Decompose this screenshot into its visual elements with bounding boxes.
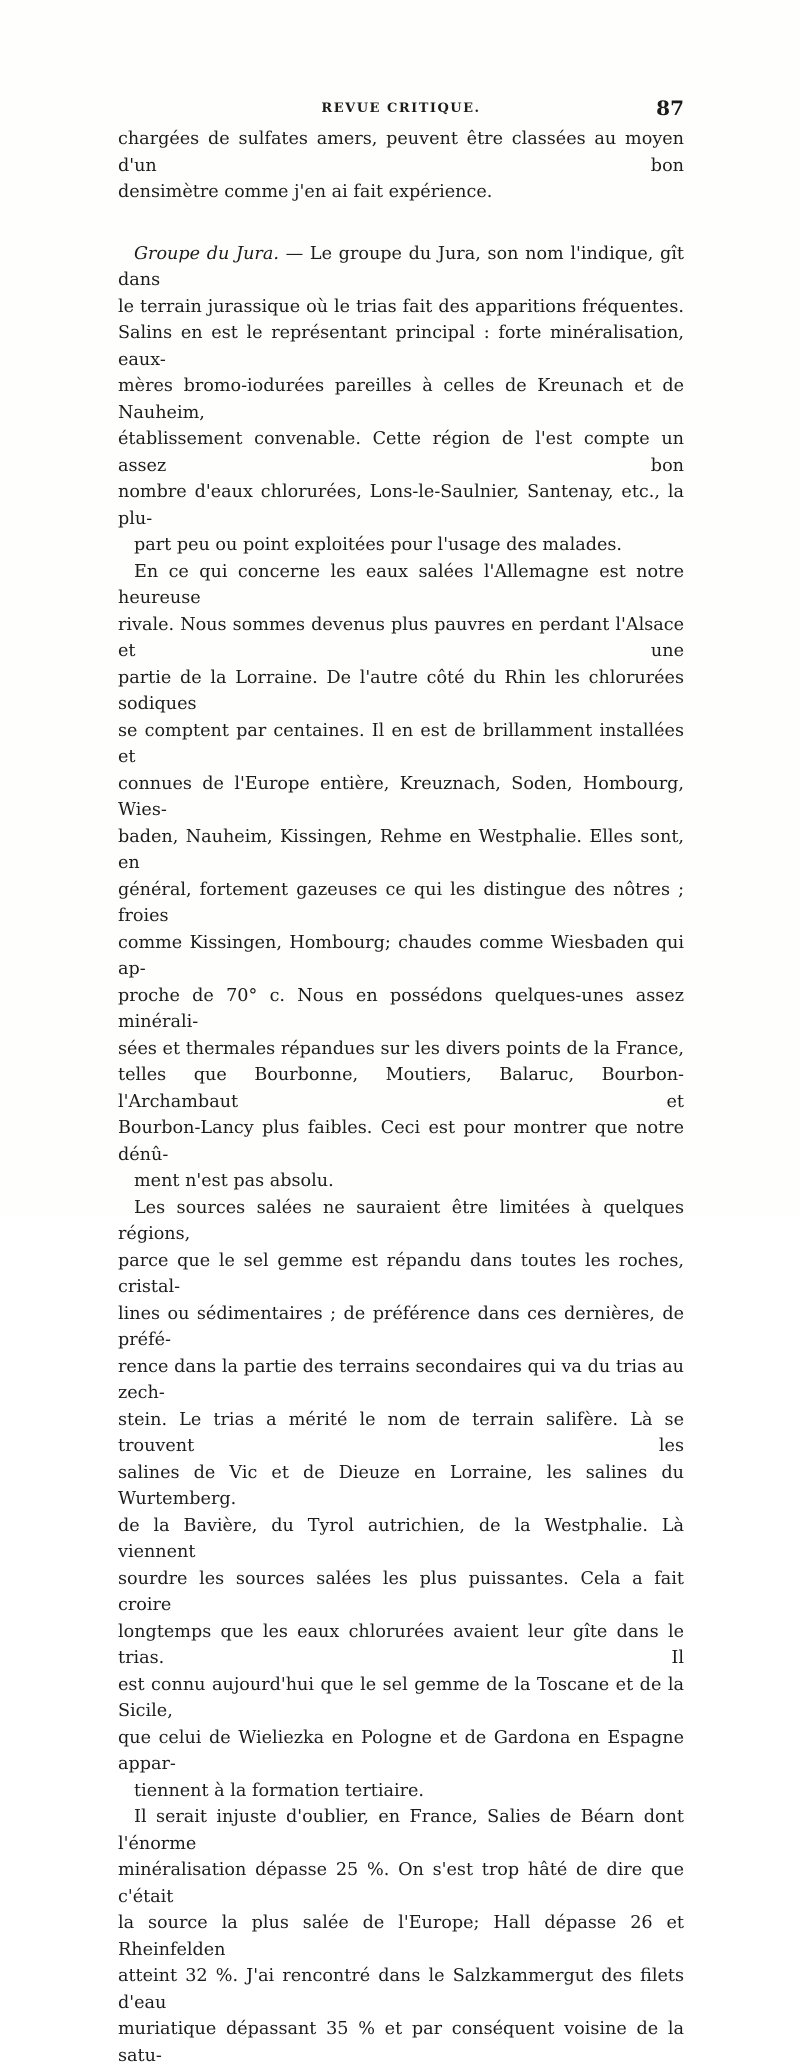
text-line: salines de Vic et de Dieuze en Lorraine, les salines du Wurtemberg. [118,1462,684,1509]
text-line: muriatique dépassant 35 % et par conséquent voisine de la satu- [118,2019,684,2066]
text-line: longtemps que les eaux chlorurées avaient leur gîte dans le trias. Il [118,1621,684,1668]
paragraph-sources-salees [118,1195,684,1805]
text-line: nombre d'eaux chlorurées, Lons-le-Saulnier, Santenay, etc., la plu- [118,482,684,529]
text-line: Bourbon-Lancy plus faibles. Ceci est pour montrer que notre dénû- [118,1118,684,1165]
text-line: partie de la Lorraine. De l'autre côté du Rhin les chlorurées sodiques [118,667,684,714]
text-line: Les sources salées ne sauraient être limitées à quelques régions, [118,1197,684,1244]
text-line: sées et thermales répandues sur les divers points de la France, [118,1038,684,1059]
text-line: le terrain jurassique où le trias fait des apparitions fréquentes. [118,296,684,317]
text-line: est connu aujourd'hui que le sel gemme de la Toscane et de la Sicile, [118,1674,684,1721]
text-line: rence dans la partie des terrains secondaires qui va du trias au zech- [118,1356,684,1403]
paragraph-salies [118,1804,684,2069]
text-line: établissement convenable. Cette région de l'est compte un assez bon [118,429,684,476]
text-line: général, fortement gazeuses ce qui les distingue des nôtres ; froies [118,879,684,926]
page-number: 87 [656,96,684,120]
paragraph-jura [118,241,684,559]
text-line: telles que Bourbonne, Moutiers, Balaruc, Bourbon-l'Archambaut et [118,1065,684,1112]
text-line: proche de 70° c. Nous en possédons quelques-unes assez minérali- [118,985,684,1032]
text-line: minéralisation dépasse 25 %. On s'est trop hâté de dire que c'était [118,1860,684,1907]
text-line: stein. Le trias a mérité le nom de terrain salifère. Là se trouvent les [118,1409,684,1456]
text-line: tiennent à la formation tertiaire. [134,1780,424,1801]
text-line: que celui de Wieliezka en Pologne et de Gardona en Espagne appar- [118,1727,684,1774]
text-line: comme Kissingen, Hombourg; chaudes comme Wiesbaden qui ap- [118,932,684,979]
text-line: atteint 32 %. J'ai rencontré dans le Salzkammergut des filets d'eau [118,1966,684,2013]
paragraph-allemagne [118,559,684,1195]
text-line: se comptent par centaines. Il en est de brillamment installées et [118,720,684,767]
running-head [118,96,684,120]
text-line: de la Bavière, du Tyrol autrichien, de la Westphalie. Là viennent [118,1515,684,1562]
text-line: densimètre comme j'en ai fait expérience. [118,182,493,202]
section-gap [118,206,684,241]
text-line: chargées de sulfates amers, peuvent être classées au moyen d'un bon [118,129,684,176]
text-line: parce que le sel gemme est répandu dans toutes les roches, cristal- [118,1250,684,1297]
text-line: Salins en est le représentant principal : forte minéralisation, eaux- [118,323,684,370]
text-line: — Le groupe du Jura, son nom l'indique, gît dans [118,243,684,290]
section-heading: Groupe du Jura. [134,243,279,264]
text-line: Il serait injuste d'oublier, en France, Salies de Béarn dont l'énorme [118,1807,684,1854]
body-text [118,126,684,2069]
text-line: la source la plus salée de l'Europe; Hall dépasse 26 et Rheinfelden [118,1913,684,1960]
text-line: baden, Nauheim, Kissingen, Rehme en Westphalie. Elles sont, en [118,826,684,873]
text-line: part peu ou point exploitées pour l'usage des malades. [134,535,623,555]
text-line: lines ou sédimentaires ; de préférence dans ces dernières, de préfé- [118,1303,684,1350]
text-line: connues de l'Europe entière, Kreuznach, Soden, Hombourg, Wies- [118,773,684,820]
text-line: mères bromo-iodurées pareilles à celles de Kreunach et de Nauheim, [118,376,684,423]
text-line: En ce qui concerne les eaux salées l'Allemagne est notre heureuse [118,561,684,608]
text-line: sourdre les sources salées les plus puissantes. Cela a fait croire [118,1568,684,1615]
paragraph-1 [118,126,684,206]
text-line: rivale. Nous sommes devenus plus pauvres en perdant l'Alsace et une [118,614,684,661]
running-title: REVUE CRITIQUE. [321,101,481,116]
text-line: ment n'est pas absolu. [134,1171,334,1191]
